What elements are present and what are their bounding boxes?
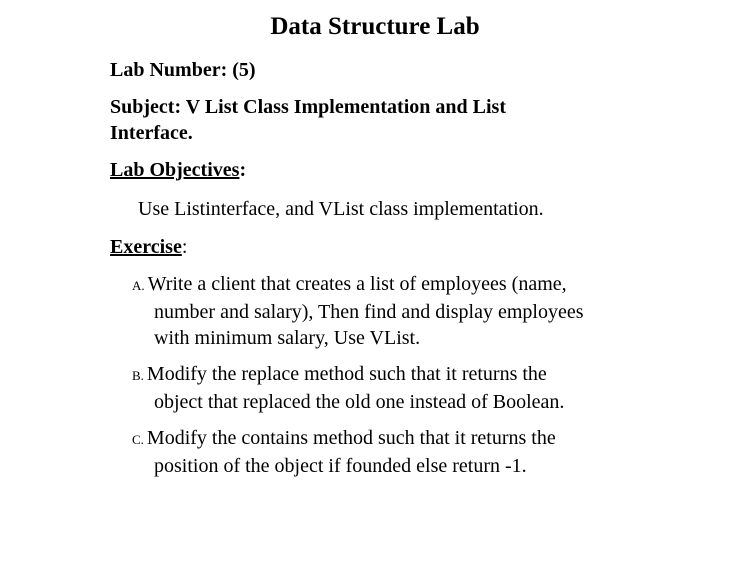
lab-objectives-text: Use Listinterface, and VList class implementation. [138,198,544,220]
exercise-item-c [132,425,556,479]
lab-objectives-label: Lab Objectives [110,159,240,181]
exercise-item-line: position of the object if founded else return -1. [154,455,527,477]
lab-number: Lab Number: (5) [110,59,256,81]
exercise-item-marker: C. [132,432,144,447]
exercise-label: Exercise [110,236,182,258]
exercise-heading [110,234,187,260]
exercise-colon: : [181,236,188,258]
exercise-item-line: number and salary), Then find and display employees [154,301,584,323]
exercise-item-line: Modify the replace method such that it returns the [146,363,547,385]
exercise-item-line: Modify the contains method such that it returns the [146,427,556,449]
document-title: Data Structure Lab [270,13,480,40]
exercise-item-line: Write a client that creates a list of employees (name, [147,273,567,295]
lab-objectives-colon: : [239,159,247,181]
exercise-item-marker: A. [132,278,145,293]
exercise-item-line: object that replaced the old one instead of Boolean. [154,391,565,413]
exercise-item-marker: B. [132,368,144,383]
exercise-item-a [132,271,584,351]
exercise-item-line: with minimum salary, Use VList. [154,327,421,349]
lab-objectives-heading [110,157,246,183]
exercise-item-b [132,361,564,415]
subject: Subject: V List Class Implementation and List Interface. [110,96,506,144]
